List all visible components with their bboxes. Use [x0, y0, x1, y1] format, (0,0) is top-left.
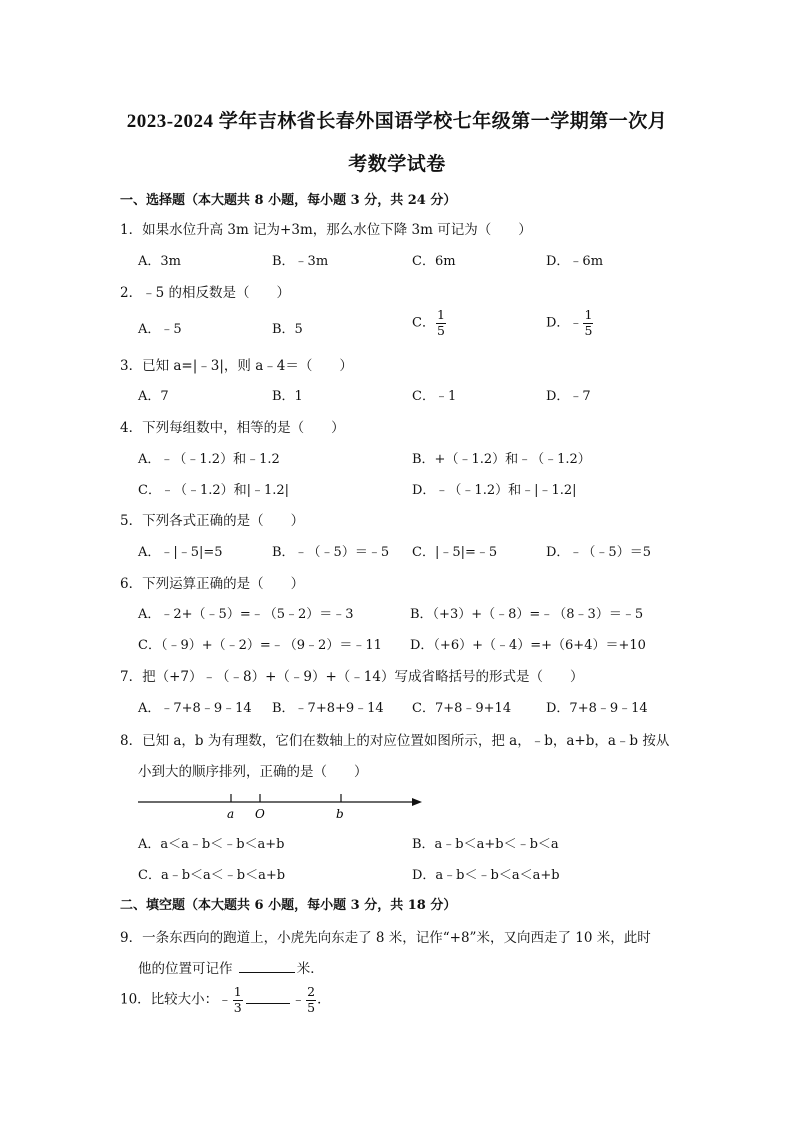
q10-answer-blank[interactable] — [246, 991, 290, 1004]
label-b: b — [336, 807, 344, 821]
fraction-denominator: 3 — [233, 999, 242, 1015]
q10-fraction-1 — [233, 986, 243, 1014]
q3-option-b: B．1 — [272, 389, 303, 404]
exam-title-line1: 2023-2024 学年吉林省长春外国语学校七年级第一学期第一次月 — [126, 111, 668, 132]
number-line-arrow-icon — [412, 798, 422, 806]
q9-suffix: 米． — [296, 961, 324, 977]
q6-option-d: D．（+6）+（﹣4）=+（6+4）＝+10 — [410, 638, 646, 653]
q5-option-b: B．﹣（﹣5）＝﹣5 — [272, 545, 390, 560]
section2-heading: 二、填空题（本大题共 6 小题，每小题 3 分，共 18 分） — [120, 898, 457, 913]
question-9-line1: 9．一条东西向的跑道上，小虎先向东走了 8 米，记作“+8”米，又向西走了 10 米，此时 — [120, 930, 651, 946]
exam-title-line2: 考数学试卷 — [348, 154, 446, 175]
question-8-stem-line2: 小到大的顺序排列，正确的是（ ） — [138, 764, 368, 780]
question-4-stem: 4．下列每组数中，相等的是（ ） — [120, 420, 345, 436]
q10-fraction-2 — [306, 986, 316, 1014]
question-10 — [120, 986, 331, 1014]
q2-option-d-label: D．﹣ — [546, 315, 583, 331]
q1-option-d: D．﹣6m — [546, 254, 604, 269]
q1-option-b: B．﹣3m — [272, 254, 329, 269]
fraction-denominator: 5 — [307, 999, 316, 1015]
q4-option-b: B．+（﹣1.2）和﹣（﹣1.2） — [412, 452, 591, 467]
question-7-stem: 7．把（+7）﹣（﹣8）+（﹣9）+（﹣14）写成省略括号的形式是（ ） — [120, 669, 584, 685]
q10-mid: ﹣ — [291, 991, 306, 1008]
section1-heading: 一、选择题（本大题共 8 小题，每小题 3 分，共 24 分） — [120, 193, 457, 208]
q2-option-c-fraction — [436, 309, 446, 337]
fraction-numerator: 2 — [307, 984, 316, 999]
question-9-line2 — [138, 957, 324, 977]
question-6-stem: 6．下列运算正确的是（ ） — [120, 576, 305, 592]
q8-option-a: A．a＜a﹣b＜﹣b＜a+b — [138, 837, 285, 852]
q3-option-c: C．﹣1 — [412, 389, 457, 404]
q7-option-c: C．7+8﹣9+14 — [412, 701, 512, 716]
q2-option-d-fraction — [583, 309, 593, 337]
q9-prefix: 他的位置可记作 — [138, 961, 233, 977]
q6-option-c: C．（﹣9）+（﹣2）=﹣（9﹣2）＝﹣11 — [138, 638, 382, 653]
q8-option-d: D．a﹣b＜﹣b＜a＜a+b — [412, 868, 560, 883]
question-3-stem: 3．已知 a=|﹣3|，则 a﹣4＝（ ） — [120, 358, 353, 374]
question-5-stem: 5．下列各式正确的是（ ） — [120, 513, 305, 529]
label-origin: O — [255, 807, 265, 821]
q6-option-a: A．﹣2+（﹣5）=﹣（5﹣2）＝﹣3 — [138, 607, 354, 622]
fraction-numerator: 1 — [233, 984, 242, 999]
q4-option-c: C．﹣（﹣1.2）和|﹣1.2| — [138, 483, 290, 498]
q7-option-b: B．﹣7+8+9﹣14 — [272, 701, 384, 716]
question-8-stem-line1: 8．已知 a，b 为有理数，它们在数轴上的对应位置如图所示，把 a，﹣b，a+b，a﹣b 按从 — [120, 733, 670, 749]
fraction-denominator: 5 — [436, 322, 445, 338]
q2-option-a: A．﹣5 — [138, 322, 182, 337]
question-2-stem: 2．﹣5 的相反数是（ ） — [120, 285, 290, 301]
q7-option-a: A．﹣7+8﹣9﹣14 — [138, 701, 252, 716]
fraction-numerator: 1 — [436, 307, 445, 322]
q8-option-b: B．a﹣b＜a+b＜﹣b＜a — [412, 837, 559, 852]
q3-option-d: D．﹣7 — [546, 389, 591, 404]
number-line-figure — [138, 788, 428, 824]
question-1-stem: 1．如果水位升高 3m 记为+3m，那么水位下降 3m 可记为（ ） — [120, 222, 532, 238]
q7-option-d: D．7+8﹣9﹣14 — [546, 701, 648, 716]
label-a: a — [227, 807, 235, 821]
q2-option-d — [546, 309, 594, 337]
q10-prefix: 10．比较大小：﹣ — [120, 991, 232, 1008]
q2-option-b: B．5 — [272, 322, 303, 337]
q10-suffix: ． — [317, 991, 331, 1008]
fraction-denominator: 5 — [584, 322, 593, 338]
q2-option-c — [412, 309, 447, 337]
q4-option-d: D．﹣（﹣1.2）和﹣|﹣1.2| — [412, 483, 577, 498]
q2-option-c-label: C． — [412, 315, 435, 331]
q1-option-c: C．6m — [412, 254, 456, 269]
q3-option-a: A．7 — [138, 389, 169, 404]
q8-option-c: C．a﹣b＜a＜﹣b＜a+b — [138, 868, 286, 883]
q1-option-a: A．3m — [138, 254, 181, 269]
q9-answer-blank[interactable] — [239, 960, 295, 973]
fraction-numerator: 1 — [584, 307, 593, 322]
q5-option-c: C．|﹣5|=﹣5 — [412, 545, 498, 560]
q6-option-b: B．（+3）+（﹣8）=﹣（8﹣3）＝﹣5 — [410, 607, 644, 622]
q5-option-a: A．﹣|﹣5|=5 — [138, 545, 223, 560]
q4-option-a: A．﹣（﹣1.2）和﹣1.2 — [138, 452, 280, 467]
q5-option-d: D．﹣（﹣5）＝5 — [546, 545, 651, 560]
